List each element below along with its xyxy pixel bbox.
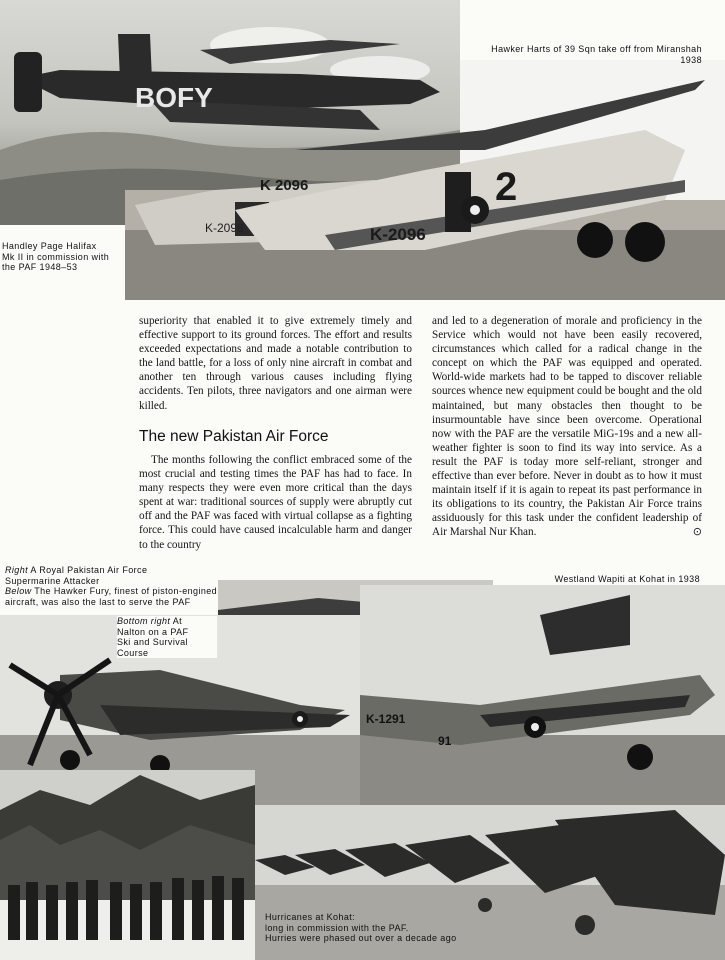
article-left-paragraph-1: superiority that enabled it to give extremely timely and effective support to its ground forces. The effort and results exceeded expectations and made a notable contribution to the land battle, for a loss of only nine aircraft in combat and another ten through various causes including flying accidents. Ten pilots, three navigators and one airman were killed.: [139, 315, 412, 412]
fury-caption-lead: Below: [5, 586, 32, 596]
attacker-caption-text: A Royal Pakistan Air Force: [28, 565, 148, 575]
fury-caption-text: The Hawker Fury, finest of piston-engined: [31, 586, 218, 596]
hurricanes-caption-line2: long in commission with the PAF.: [265, 922, 409, 933]
halifax-code-text: BOFY: [135, 82, 213, 113]
hart2-code-text: K-2098: [205, 221, 244, 235]
attacker-caption-line2: Supermarine Attacker: [5, 575, 100, 586]
article-right-paragraph: and led to a degeneration of morale and proficiency in the Service which would not have been easily recovered, circumstances which called for a radical change in the concept on which the PAF was equipped and operated. World-wide markets had to be tapped to discover reliable sources whence new equipment could be bought and the old maintained, but many obstacles then thought to be insurmountable have since been overcome. Operational now with the PAF are the versatile MiG-19s and a new all-weather fighter is soon to find its way into service. As a result the PAF is today more self-reliant, stronger and effective than ever before. Never in doubt as to how it must maintain itself if it is again to repeat its past performance in its obligations to its country, the Pakistan Air Force trains assiduously for this task under the confident leadership of Air Marshal Nur Khan.: [432, 315, 702, 539]
ski-caption-line4: Course: [117, 647, 149, 658]
article-left-column-2: [139, 453, 412, 552]
halifax-caption-line2: Mk II in commission with: [2, 251, 110, 262]
harts-caption-line1: Hawker Harts of 39 Sqn take off from Miranshah: [491, 44, 702, 54]
halifax-caption: [2, 241, 127, 273]
end-mark-icon: ⊙: [692, 525, 702, 539]
harts-caption: [470, 44, 702, 65]
article-left-paragraph-2: The months following the conflict embraced some of the most crucial and testing times the PAF has had to face. In many respects they were even more critical than the days spent at war: traditional sources of supply were abruptly cut off and the PAF was faced with virtual collapse as a fighting force. This could have caused incalculable harm and danger to the country: [139, 454, 412, 551]
wapiti-caption: Westland Wapiti at Kohat in 1938: [554, 574, 700, 584]
wapiti-photo: [360, 585, 725, 805]
attacker-caption-lead: Right: [5, 565, 29, 575]
article-right-column: [432, 314, 702, 540]
hart-number-text: 2: [495, 165, 518, 209]
ski-caption-lead: Bottom right: [117, 616, 171, 626]
ski-caption: [117, 616, 217, 658]
wapiti-code-text: K-1291: [366, 712, 406, 726]
ski-course-photo: [0, 770, 255, 960]
halifax-caption-line3: the PAF 1948–53: [2, 262, 78, 272]
article-heading: The new Pakistan Air Force: [139, 428, 329, 445]
hart-fin-code-text: K 2096: [260, 177, 309, 194]
wapiti-number-text: 91: [438, 734, 452, 748]
ski-caption-line2: Nalton on a PAF: [117, 626, 189, 637]
attacker-fury-caption: [5, 565, 245, 607]
fury-caption-line2: aircraft, was also the last to serve the PAF: [5, 596, 191, 607]
hurricanes-caption-line3: Hurries were phased out over a decade ago: [265, 933, 457, 943]
hurricanes-caption-line1: Hurricanes at Kohat:: [265, 912, 356, 922]
hurricanes-caption: [265, 912, 505, 944]
article-left-column: [139, 314, 412, 413]
ski-caption-lead-rest: At: [170, 616, 183, 626]
harts-photo: [125, 60, 725, 300]
halifax-caption-line1: Handley Page Halifax: [2, 241, 97, 251]
ski-caption-line3: Ski and Survival: [117, 637, 188, 647]
harts-caption-year: 1938: [680, 54, 702, 65]
hart-fuselage-text: K-2096: [370, 225, 426, 244]
